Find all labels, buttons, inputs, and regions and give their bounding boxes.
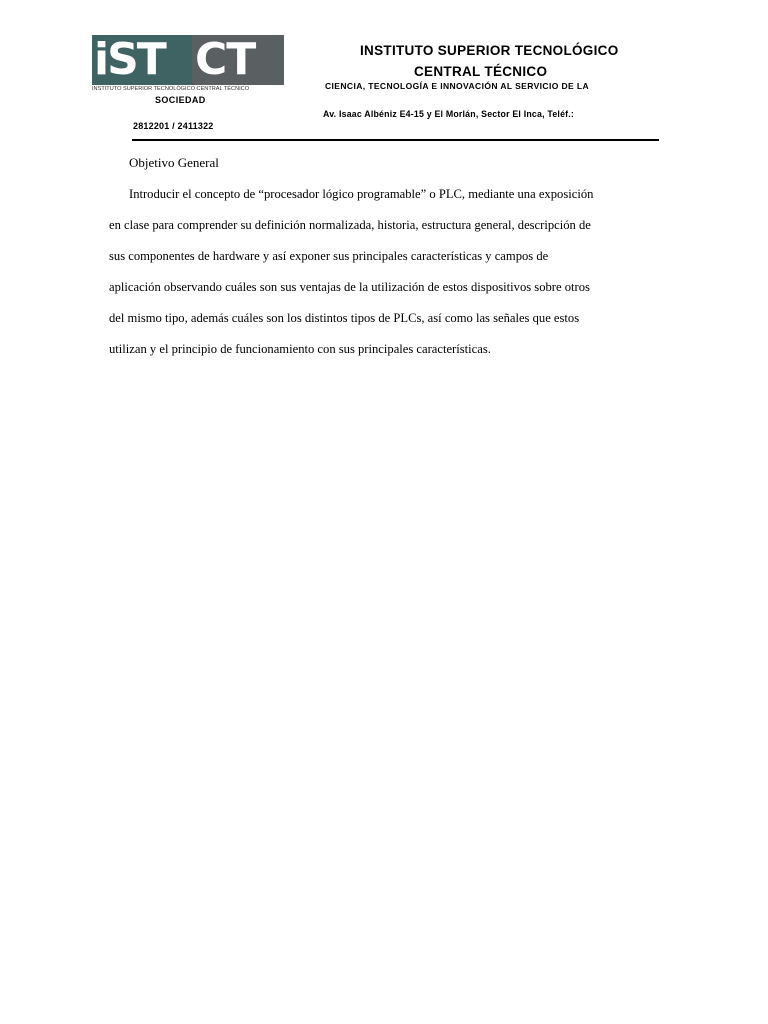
logo-text-ist: iST [94,34,165,85]
logo-caption: INSTITUTO SUPERIOR TECNOLÓGICO CENTRAL TÉCNICO [92,86,250,92]
paragraph-line: del mismo tipo, además cuáles son los distintos tipos de PLCs, así como las señales que estos [109,311,580,325]
paragraph-line: sus componentes de hardware y así exponer sus principales características y campos de [109,249,549,263]
paragraph-line: aplicación observando cuáles son sus ventajas de la utilización de estos dispositivos sobre otros [109,280,590,294]
paragraph-line: Introducir el concepto de “procesador lógico programable” o PLC, mediante una exposición [129,187,594,201]
paragraph-line: utilizan y el principio de funcionamiento con sus principales características. [109,342,491,356]
logo-text-ct: CT [195,34,256,85]
header-divider [132,139,659,141]
objective-paragraph [109,185,654,371]
institution-address: Av. Isaac Albéniz E4-15 y El Morlán, Sector El Inca, Teléf.: [323,109,575,119]
istct-logo [92,35,284,93]
paragraph-line: en clase para comprender su definición normalizada, historia, estructura general, descripción de [109,218,591,232]
institution-title-line2: CENTRAL TÉCNICO [414,64,548,79]
institution-motto-end: SOCIEDAD [155,95,206,105]
institution-motto: CIENCIA, TECNOLOGÍA E INNOVACIÓN AL SERVICIO DE LA [325,81,590,91]
institution-title-line1: INSTITUTO SUPERIOR TECNOLÓGICO [360,43,619,58]
section-title: Objetivo General [129,155,219,170]
institution-phone: 2812201 / 2411322 [133,121,214,131]
